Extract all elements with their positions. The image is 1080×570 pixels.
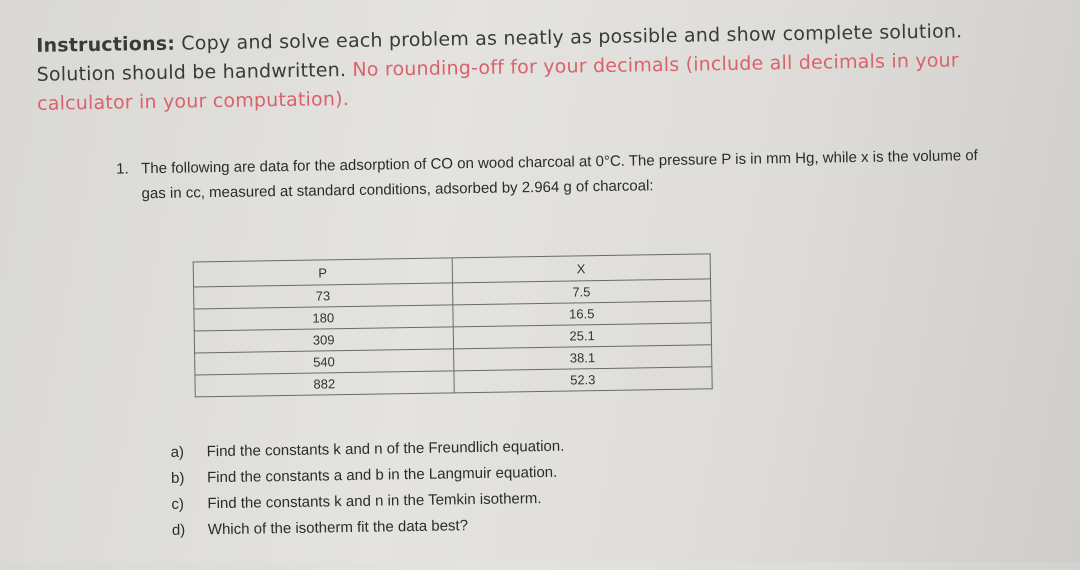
question-list <box>170 429 872 544</box>
instructions-text: Copy and solve each problem as neatly as possible and show complete solution. Solution should be handwritten. <box>36 20 963 86</box>
table-cell-x: 7.5 <box>452 279 711 305</box>
problem-text: The following are data for the adsorption of CO on wood charcoal at 0°C. The pressure P is in mm Hg, while x is the volume of gas in cc, measured at standard conditions, adsorbed by 2.964 g of charcoal: <box>141 147 978 203</box>
question-text: Which of the isotherm fit the data best? <box>207 517 469 539</box>
question-letter: a) <box>170 443 185 461</box>
table-cell-p: 180 <box>194 305 453 331</box>
table-header-x: X <box>452 254 711 283</box>
table-cell-p: 540 <box>195 349 454 375</box>
table-cell-p: 882 <box>195 371 454 397</box>
question-text: Find the constants a and b in the Langmuir equation. <box>206 463 558 487</box>
instructions-label: Instructions: <box>36 32 176 57</box>
question-letter: d) <box>171 521 186 539</box>
table-cell-x: 16.5 <box>452 301 711 327</box>
question-letter: c) <box>171 495 185 513</box>
table-header-p: P <box>193 258 452 287</box>
problem-number: 1. <box>116 160 129 178</box>
data-table <box>193 253 713 397</box>
table-cell-p: 73 <box>194 283 453 309</box>
question-letter: b) <box>170 469 185 487</box>
question-text: Find the constants k and n in the Temkin isotherm. <box>207 490 542 513</box>
problem-statement <box>116 143 997 207</box>
instructions-paragraph <box>36 16 1017 118</box>
instructions-warning-text: No rounding-off for your decimals (include all decimals in your calculator in your computation). <box>36 49 960 115</box>
question-text: Find the constants k and n of the Freundlich equation. <box>206 437 565 461</box>
table-cell-x: 25.1 <box>453 323 712 349</box>
table-cell-p: 309 <box>194 327 453 353</box>
table-cell-x: 52.3 <box>453 367 712 393</box>
table-cell-x: 38.1 <box>453 345 712 371</box>
